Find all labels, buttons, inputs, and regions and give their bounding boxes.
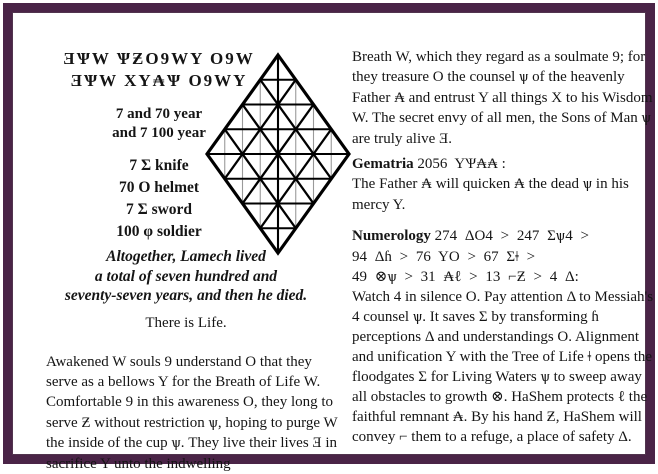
- gematria-section: [352, 154, 658, 174]
- right-paragraph-2: Watch 4 in silence O. Pay attention Δ to Messiah's 4 counsel ѱ. It saves Ʃ by transforming ɦ perceptions Δ and understandings O. Alignment and unification Y with the Tree of Life ǂ opens the floodgates Ʃ for Living Waters ѱ to sweep away all obstacles to growth ⊗. HaShem protects ℓ the faithful remnant ₳. By his hand Ƶ, HaShem will convey ⌐ them to a refuge, a place of safety Δ.: [352, 289, 654, 446]
- item-number: 7: [125, 201, 134, 218]
- caption-line-2: and 7 100 year: [112, 125, 206, 141]
- numerology-sequence-line-2: 94 Δɦ > 76 YO > 67 Ʃǂ >: [352, 248, 536, 265]
- gematria-number: 2056: [417, 156, 448, 173]
- numerology-sequence-line-3: 49 ⊗ѱ > 31 ₳ℓ > 13 ⌐Ƶ > 4 Δ:: [352, 269, 579, 286]
- there-is-life-line: There is Life.: [145, 314, 227, 331]
- lamech-line-1: Altogether, Lamech lived: [106, 248, 266, 265]
- numerology-section: [352, 226, 658, 287]
- page-content: [25, 25, 654, 472]
- diamond-lattice-figure: [204, 52, 352, 256]
- item-number: 7: [129, 157, 138, 174]
- item-number: 70: [118, 179, 135, 196]
- left-column: [32, 42, 352, 474]
- page-border-frame: [3, 3, 655, 472]
- item-glyph: Ʃ: [137, 201, 148, 218]
- glyph-line-2: ƎѰW XY₳Ѱ O9WY: [70, 71, 248, 90]
- item-glyph: Ʃ: [141, 157, 152, 174]
- right-paragraph-1: Breath W, which they regard as a soulmate 9; for they treasure O the counsel ѱ of the heavenly Father ₳ and entrust Y all things X to his Wisdom W. The secret envy of all men, the Sons of Man ѱ are truly alive Ǝ.: [352, 49, 653, 147]
- lamech-line-3: seventy-seven years, and then he died.: [64, 287, 308, 304]
- lamech-line-2: a total of seven hundred and: [94, 267, 278, 285]
- glyph-line-1: ƎѰW ѰƵO9WY O9W: [63, 49, 255, 68]
- item-word: sword: [151, 201, 193, 218]
- item-word: helmet: [154, 179, 200, 196]
- numerology-label: Numerology: [352, 228, 431, 245]
- item-number: 100: [116, 223, 140, 240]
- gematria-label: Gematria: [352, 156, 414, 173]
- caption-line-1: 7 and 70 year: [115, 106, 203, 122]
- gematria-text: The Father ₳ will quicken ₳ the dead ѱ in his mercy Y.: [352, 176, 629, 213]
- left-paragraph: Awakened W souls 9 understand O that they serve as a bellows Y for the Breath of Life W. Comfortable 9 in this awareness O, they long to serve Ƶ without restriction ѱ, hoping to purge W the inside of the cup ѱ. They live their lives Ǝ in sacrifice Y unto the indwelling: [46, 353, 338, 472]
- numerology-sequence-line-1: 274 ΔO4 > 247 Ʃѱ4 >: [434, 228, 589, 245]
- right-column: [352, 47, 658, 447]
- item-glyph: O: [138, 179, 151, 196]
- item-glyph: φ: [143, 223, 154, 240]
- item-word: knife: [155, 157, 189, 174]
- gematria-glyphs: YѰ₳₳ :: [454, 156, 506, 173]
- item-word: soldier: [156, 223, 202, 240]
